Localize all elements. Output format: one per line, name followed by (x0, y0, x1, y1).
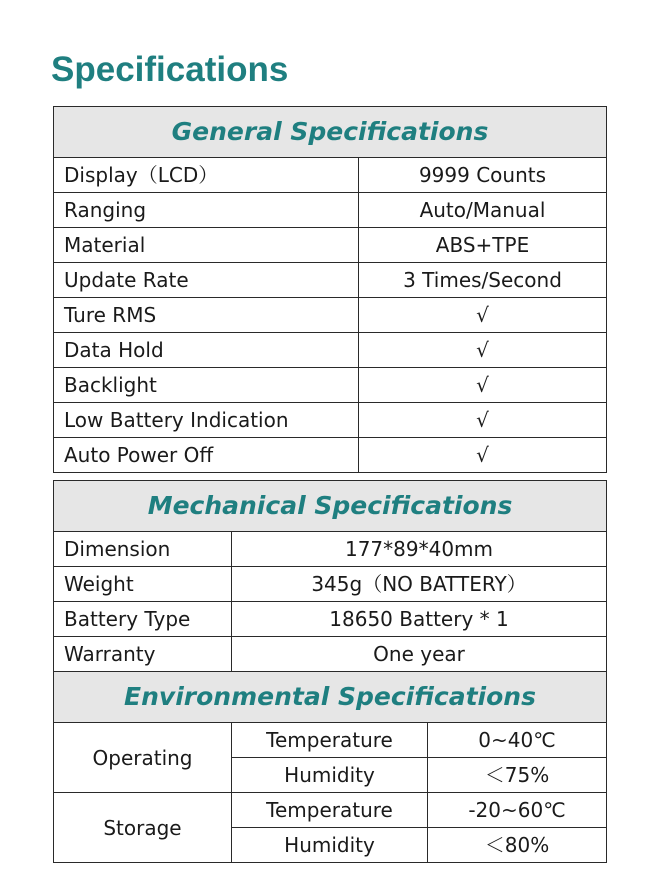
spec-label: Battery Type (54, 602, 232, 637)
spec-value: -20~60℃ (428, 793, 607, 828)
table-row (54, 637, 607, 672)
check-mark-icon: √ (359, 333, 607, 368)
spec-parameter: Temperature (232, 723, 428, 758)
check-mark-icon: √ (359, 298, 607, 333)
spec-label: Dimension (54, 532, 232, 567)
table-row (54, 228, 607, 263)
check-mark-icon: √ (359, 368, 607, 403)
table-row (54, 602, 607, 637)
table-row (54, 368, 607, 403)
spec-value: 345g（NO BATTERY） (232, 567, 607, 602)
spec-parameter: Humidity (232, 828, 428, 863)
spec-label: Ture RMS (54, 298, 359, 333)
table-row (54, 567, 607, 602)
environment-group-label: Operating (54, 723, 232, 793)
spec-parameter: Humidity (232, 758, 428, 793)
page-title: Specifications (51, 50, 289, 89)
environmental-specifications-table (53, 671, 607, 863)
table-row (54, 333, 607, 368)
table-row (54, 438, 607, 473)
spec-label: Ranging (54, 193, 359, 228)
spec-value: 3 Times/Second (359, 263, 607, 298)
table-row (54, 532, 607, 567)
table-row (54, 793, 607, 828)
environment-group-label: Storage (54, 793, 232, 863)
spec-value: 9999 Counts (359, 158, 607, 193)
spec-parameter: Temperature (232, 793, 428, 828)
spec-label: Low Battery Indication (54, 403, 359, 438)
spec-value: Auto/Manual (359, 193, 607, 228)
table-row (54, 723, 607, 758)
section-header-row (54, 107, 607, 158)
table-row (54, 263, 607, 298)
environmental-specifications-header: Environmental Specifications (54, 672, 607, 723)
spec-value: 0~40℃ (428, 723, 607, 758)
spec-label: Auto Power Off (54, 438, 359, 473)
spec-value: ABS+TPE (359, 228, 607, 263)
table-row (54, 158, 607, 193)
section-header-row (54, 481, 607, 532)
general-specifications-table (53, 106, 607, 473)
spec-value: ＜75% (428, 758, 607, 793)
mechanical-specifications-header: Mechanical Specifications (54, 481, 607, 532)
check-mark-icon: √ (359, 403, 607, 438)
table-row (54, 298, 607, 333)
general-specifications-header: General Specifications (54, 107, 607, 158)
spec-label: Warranty (54, 637, 232, 672)
mechanical-specifications-table (53, 480, 607, 672)
section-header-row (54, 672, 607, 723)
check-mark-icon: √ (359, 438, 607, 473)
spec-label: Backlight (54, 368, 359, 403)
table-row (54, 403, 607, 438)
spec-label: Display（LCD） (54, 158, 359, 193)
spec-value: 177*89*40mm (232, 532, 607, 567)
spec-value: ＜80% (428, 828, 607, 863)
table-row (54, 193, 607, 228)
spec-value: One year (232, 637, 607, 672)
spec-label: Data Hold (54, 333, 359, 368)
spec-value: 18650 Battery * 1 (232, 602, 607, 637)
spec-label: Weight (54, 567, 232, 602)
spec-label: Update Rate (54, 263, 359, 298)
spec-label: Material (54, 228, 359, 263)
